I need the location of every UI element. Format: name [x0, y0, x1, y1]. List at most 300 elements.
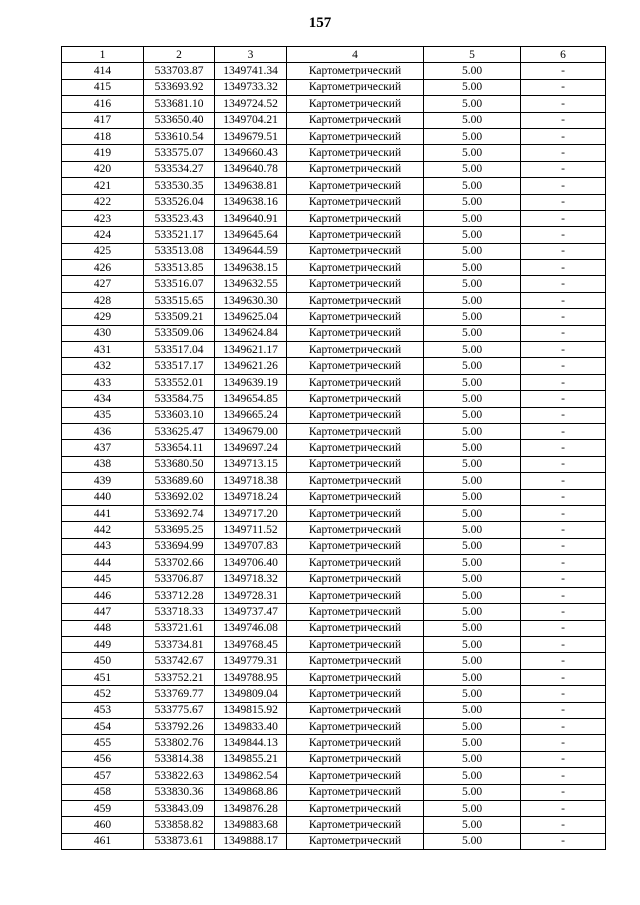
- method-cell: Картометрический: [287, 456, 424, 472]
- x-coordinate-cell: 533712.28: [144, 587, 215, 603]
- point-number-cell: 460: [62, 817, 144, 833]
- note-cell: -: [521, 243, 606, 259]
- x-coordinate-cell: 533792.26: [144, 719, 215, 735]
- point-number-cell: 415: [62, 79, 144, 95]
- y-coordinate-cell: 1349640.78: [215, 161, 287, 177]
- accuracy-cell: 5.00: [424, 210, 521, 226]
- note-cell: -: [521, 440, 606, 456]
- y-coordinate-cell: 1349746.08: [215, 620, 287, 636]
- page-number: 157: [308, 15, 332, 31]
- y-coordinate-cell: 1349644.59: [215, 243, 287, 259]
- accuracy-cell: 5.00: [424, 178, 521, 194]
- x-coordinate-cell: 533523.43: [144, 210, 215, 226]
- table-row: [62, 768, 606, 784]
- note-cell: -: [521, 505, 606, 521]
- method-cell: Картометрический: [287, 637, 424, 653]
- point-number-cell: 434: [62, 391, 144, 407]
- point-number-cell: 445: [62, 571, 144, 587]
- point-number-cell: 450: [62, 653, 144, 669]
- point-number-cell: 417: [62, 112, 144, 128]
- method-cell: Картометрический: [287, 768, 424, 784]
- y-coordinate-cell: 1349665.24: [215, 407, 287, 423]
- note-cell: -: [521, 79, 606, 95]
- y-coordinate-cell: 1349718.38: [215, 473, 287, 489]
- x-coordinate-cell: 533858.82: [144, 817, 215, 833]
- method-cell: Картометрический: [287, 358, 424, 374]
- y-coordinate-cell: 1349883.68: [215, 817, 287, 833]
- method-cell: Картометрический: [287, 161, 424, 177]
- point-number-cell: 440: [62, 489, 144, 505]
- x-coordinate-cell: 533513.08: [144, 243, 215, 259]
- y-coordinate-cell: 1349679.51: [215, 128, 287, 144]
- column-header-4: 4: [287, 47, 424, 63]
- method-cell: Картометрический: [287, 505, 424, 521]
- note-cell: -: [521, 292, 606, 308]
- method-cell: Картометрический: [287, 276, 424, 292]
- y-coordinate-cell: 1349624.84: [215, 325, 287, 341]
- point-number-cell: 446: [62, 587, 144, 603]
- point-number-cell: 428: [62, 292, 144, 308]
- method-cell: Картометрический: [287, 735, 424, 751]
- accuracy-cell: 5.00: [424, 587, 521, 603]
- y-coordinate-cell: 1349638.81: [215, 178, 287, 194]
- note-cell: -: [521, 145, 606, 161]
- point-number-cell: 423: [62, 210, 144, 226]
- table-row: [62, 735, 606, 751]
- x-coordinate-cell: 533814.38: [144, 751, 215, 767]
- method-cell: Картометрический: [287, 243, 424, 259]
- point-number-cell: 449: [62, 637, 144, 653]
- point-number-cell: 429: [62, 309, 144, 325]
- point-number-cell: 437: [62, 440, 144, 456]
- note-cell: -: [521, 407, 606, 423]
- note-cell: -: [521, 358, 606, 374]
- method-cell: Картометрический: [287, 669, 424, 685]
- accuracy-cell: 5.00: [424, 669, 521, 685]
- note-cell: -: [521, 227, 606, 243]
- accuracy-cell: 5.00: [424, 620, 521, 636]
- method-cell: Картометрический: [287, 128, 424, 144]
- point-number-cell: 426: [62, 260, 144, 276]
- accuracy-cell: 5.00: [424, 489, 521, 505]
- accuracy-cell: 5.00: [424, 194, 521, 210]
- note-cell: -: [521, 161, 606, 177]
- x-coordinate-cell: 533534.27: [144, 161, 215, 177]
- note-cell: -: [521, 423, 606, 439]
- column-header-1: 1: [62, 47, 144, 63]
- table-row: [62, 194, 606, 210]
- method-cell: Картометрический: [287, 178, 424, 194]
- note-cell: -: [521, 768, 606, 784]
- table-row: [62, 63, 606, 79]
- x-coordinate-cell: 533692.02: [144, 489, 215, 505]
- accuracy-cell: 5.00: [424, 79, 521, 95]
- point-number-cell: 453: [62, 702, 144, 718]
- table-row: [62, 227, 606, 243]
- table-row: [62, 374, 606, 390]
- method-cell: Картометрический: [287, 112, 424, 128]
- x-coordinate-cell: 533517.04: [144, 342, 215, 358]
- note-cell: -: [521, 112, 606, 128]
- y-coordinate-cell: 1349707.83: [215, 538, 287, 554]
- y-coordinate-cell: 1349630.30: [215, 292, 287, 308]
- table-row: [62, 407, 606, 423]
- y-coordinate-cell: 1349809.04: [215, 686, 287, 702]
- y-coordinate-cell: 1349733.32: [215, 79, 287, 95]
- y-coordinate-cell: 1349711.52: [215, 522, 287, 538]
- accuracy-cell: 5.00: [424, 833, 521, 849]
- point-number-cell: 418: [62, 128, 144, 144]
- column-header-5: 5: [424, 47, 521, 63]
- y-coordinate-cell: 1349632.55: [215, 276, 287, 292]
- x-coordinate-cell: 533775.67: [144, 702, 215, 718]
- note-cell: -: [521, 522, 606, 538]
- accuracy-cell: 5.00: [424, 243, 521, 259]
- accuracy-cell: 5.00: [424, 702, 521, 718]
- table-row: [62, 702, 606, 718]
- table-row: [62, 719, 606, 735]
- table-row: [62, 522, 606, 538]
- x-coordinate-cell: 533680.50: [144, 456, 215, 472]
- x-coordinate-cell: 533650.40: [144, 112, 215, 128]
- method-cell: Картометрический: [287, 604, 424, 620]
- point-number-cell: 419: [62, 145, 144, 161]
- y-coordinate-cell: 1349862.54: [215, 768, 287, 784]
- table-row: [62, 653, 606, 669]
- note-cell: -: [521, 719, 606, 735]
- accuracy-cell: 5.00: [424, 686, 521, 702]
- y-coordinate-cell: 1349855.21: [215, 751, 287, 767]
- note-cell: -: [521, 686, 606, 702]
- y-coordinate-cell: 1349718.32: [215, 571, 287, 587]
- y-coordinate-cell: 1349788.95: [215, 669, 287, 685]
- y-coordinate-cell: 1349868.86: [215, 784, 287, 800]
- accuracy-cell: 5.00: [424, 768, 521, 784]
- note-cell: -: [521, 260, 606, 276]
- method-cell: Картометрический: [287, 325, 424, 341]
- x-coordinate-cell: 533625.47: [144, 423, 215, 439]
- point-number-cell: 414: [62, 63, 144, 79]
- y-coordinate-cell: 1349660.43: [215, 145, 287, 161]
- method-cell: Картометрический: [287, 702, 424, 718]
- y-coordinate-cell: 1349888.17: [215, 833, 287, 849]
- note-cell: -: [521, 587, 606, 603]
- note-cell: -: [521, 456, 606, 472]
- method-cell: Картометрический: [287, 571, 424, 587]
- x-coordinate-cell: 533513.85: [144, 260, 215, 276]
- table-row: [62, 145, 606, 161]
- point-number-cell: 442: [62, 522, 144, 538]
- table-row: [62, 620, 606, 636]
- note-cell: -: [521, 620, 606, 636]
- note-cell: -: [521, 276, 606, 292]
- x-coordinate-cell: 533689.60: [144, 473, 215, 489]
- accuracy-cell: 5.00: [424, 735, 521, 751]
- table-row: [62, 571, 606, 587]
- table-row: [62, 800, 606, 816]
- y-coordinate-cell: 1349679.00: [215, 423, 287, 439]
- accuracy-cell: 5.00: [424, 145, 521, 161]
- method-cell: Картометрический: [287, 374, 424, 390]
- method-cell: Картометрический: [287, 751, 424, 767]
- method-cell: Картометрический: [287, 473, 424, 489]
- method-cell: Картометрический: [287, 63, 424, 79]
- method-cell: Картометрический: [287, 522, 424, 538]
- y-coordinate-cell: 1349706.40: [215, 555, 287, 571]
- x-coordinate-cell: 533509.21: [144, 309, 215, 325]
- point-number-cell: 444: [62, 555, 144, 571]
- table-row: [62, 243, 606, 259]
- method-cell: Картометрический: [287, 210, 424, 226]
- point-number-cell: 420: [62, 161, 144, 177]
- point-number-cell: 459: [62, 800, 144, 816]
- table-row: [62, 833, 606, 849]
- accuracy-cell: 5.00: [424, 128, 521, 144]
- method-cell: Картометрический: [287, 833, 424, 849]
- x-coordinate-cell: 533517.17: [144, 358, 215, 374]
- accuracy-cell: 5.00: [424, 637, 521, 653]
- point-number-cell: 448: [62, 620, 144, 636]
- point-number-cell: 427: [62, 276, 144, 292]
- table-row: [62, 686, 606, 702]
- point-number-cell: 424: [62, 227, 144, 243]
- y-coordinate-cell: 1349779.31: [215, 653, 287, 669]
- table-row: [62, 538, 606, 554]
- note-cell: -: [521, 833, 606, 849]
- table-row: [62, 161, 606, 177]
- y-coordinate-cell: 1349638.16: [215, 194, 287, 210]
- x-coordinate-cell: 533802.76: [144, 735, 215, 751]
- table-row: [62, 423, 606, 439]
- note-cell: -: [521, 374, 606, 390]
- point-number-cell: 452: [62, 686, 144, 702]
- y-coordinate-cell: 1349654.85: [215, 391, 287, 407]
- x-coordinate-cell: 533734.81: [144, 637, 215, 653]
- table-row: [62, 817, 606, 833]
- table-row: [62, 128, 606, 144]
- x-coordinate-cell: 533742.67: [144, 653, 215, 669]
- point-number-cell: 436: [62, 423, 144, 439]
- point-number-cell: 458: [62, 784, 144, 800]
- method-cell: Картометрический: [287, 440, 424, 456]
- x-coordinate-cell: 533509.06: [144, 325, 215, 341]
- method-cell: Картометрический: [287, 391, 424, 407]
- table-row: [62, 473, 606, 489]
- x-coordinate-cell: 533693.92: [144, 79, 215, 95]
- method-cell: Картометрический: [287, 309, 424, 325]
- x-coordinate-cell: 533706.87: [144, 571, 215, 587]
- accuracy-cell: 5.00: [424, 522, 521, 538]
- table-row: [62, 178, 606, 194]
- note-cell: -: [521, 817, 606, 833]
- method-cell: Картометрический: [287, 538, 424, 554]
- method-cell: Картометрический: [287, 653, 424, 669]
- method-cell: Картометрический: [287, 79, 424, 95]
- point-number-cell: 425: [62, 243, 144, 259]
- table-row: [62, 309, 606, 325]
- table-row: [62, 456, 606, 472]
- accuracy-cell: 5.00: [424, 538, 521, 554]
- point-number-cell: 422: [62, 194, 144, 210]
- accuracy-cell: 5.00: [424, 161, 521, 177]
- column-header-3: 3: [215, 47, 287, 63]
- note-cell: -: [521, 325, 606, 341]
- y-coordinate-cell: 1349625.04: [215, 309, 287, 325]
- table-row: [62, 358, 606, 374]
- table-row: [62, 210, 606, 226]
- table-row: [62, 391, 606, 407]
- x-coordinate-cell: 533843.09: [144, 800, 215, 816]
- y-coordinate-cell: 1349640.91: [215, 210, 287, 226]
- method-cell: Картометрический: [287, 784, 424, 800]
- x-coordinate-cell: 533702.66: [144, 555, 215, 571]
- note-cell: -: [521, 637, 606, 653]
- y-coordinate-cell: 1349639.19: [215, 374, 287, 390]
- accuracy-cell: 5.00: [424, 374, 521, 390]
- point-number-cell: 455: [62, 735, 144, 751]
- accuracy-cell: 5.00: [424, 407, 521, 423]
- method-cell: Картометрический: [287, 587, 424, 603]
- note-cell: -: [521, 63, 606, 79]
- note-cell: -: [521, 473, 606, 489]
- point-number-cell: 421: [62, 178, 144, 194]
- accuracy-cell: 5.00: [424, 276, 521, 292]
- note-cell: -: [521, 96, 606, 112]
- point-number-cell: 430: [62, 325, 144, 341]
- accuracy-cell: 5.00: [424, 96, 521, 112]
- x-coordinate-cell: 533692.74: [144, 505, 215, 521]
- method-cell: Картометрический: [287, 489, 424, 505]
- method-cell: Картометрический: [287, 800, 424, 816]
- table-row: [62, 784, 606, 800]
- table-row: [62, 260, 606, 276]
- accuracy-cell: 5.00: [424, 800, 521, 816]
- table-body: [62, 63, 606, 850]
- y-coordinate-cell: 1349768.45: [215, 637, 287, 653]
- x-coordinate-cell: 533721.61: [144, 620, 215, 636]
- note-cell: -: [521, 194, 606, 210]
- x-coordinate-cell: 533610.54: [144, 128, 215, 144]
- table-row: [62, 325, 606, 341]
- x-coordinate-cell: 533575.07: [144, 145, 215, 161]
- table-row: [62, 440, 606, 456]
- method-cell: Картометрический: [287, 96, 424, 112]
- x-coordinate-cell: 533530.35: [144, 178, 215, 194]
- note-cell: -: [521, 669, 606, 685]
- y-coordinate-cell: 1349876.28: [215, 800, 287, 816]
- method-cell: Картометрический: [287, 555, 424, 571]
- accuracy-cell: 5.00: [424, 227, 521, 243]
- note-cell: -: [521, 784, 606, 800]
- note-cell: -: [521, 653, 606, 669]
- table-row: [62, 292, 606, 308]
- accuracy-cell: 5.00: [424, 817, 521, 833]
- coordinates-table: [61, 46, 606, 850]
- accuracy-cell: 5.00: [424, 440, 521, 456]
- x-coordinate-cell: 533822.63: [144, 768, 215, 784]
- x-coordinate-cell: 533681.10: [144, 96, 215, 112]
- point-number-cell: 461: [62, 833, 144, 849]
- x-coordinate-cell: 533718.33: [144, 604, 215, 620]
- accuracy-cell: 5.00: [424, 719, 521, 735]
- note-cell: -: [521, 342, 606, 358]
- method-cell: Картометрический: [287, 423, 424, 439]
- table-row: [62, 637, 606, 653]
- method-cell: Картометрический: [287, 817, 424, 833]
- x-coordinate-cell: 533526.04: [144, 194, 215, 210]
- method-cell: Картометрический: [287, 260, 424, 276]
- table-row: [62, 604, 606, 620]
- x-coordinate-cell: 533603.10: [144, 407, 215, 423]
- x-coordinate-cell: 533694.99: [144, 538, 215, 554]
- point-number-cell: 451: [62, 669, 144, 685]
- accuracy-cell: 5.00: [424, 653, 521, 669]
- y-coordinate-cell: 1349621.26: [215, 358, 287, 374]
- note-cell: -: [521, 800, 606, 816]
- accuracy-cell: 5.00: [424, 309, 521, 325]
- x-coordinate-cell: 533552.01: [144, 374, 215, 390]
- table-row: [62, 342, 606, 358]
- note-cell: -: [521, 571, 606, 587]
- note-cell: -: [521, 538, 606, 554]
- table-row: [62, 555, 606, 571]
- note-cell: -: [521, 604, 606, 620]
- note-cell: -: [521, 702, 606, 718]
- y-coordinate-cell: 1349704.21: [215, 112, 287, 128]
- point-number-cell: 447: [62, 604, 144, 620]
- table-row: [62, 505, 606, 521]
- accuracy-cell: 5.00: [424, 342, 521, 358]
- point-number-cell: 454: [62, 719, 144, 735]
- y-coordinate-cell: 1349638.15: [215, 260, 287, 276]
- y-coordinate-cell: 1349815.92: [215, 702, 287, 718]
- note-cell: -: [521, 489, 606, 505]
- method-cell: Картометрический: [287, 227, 424, 243]
- accuracy-cell: 5.00: [424, 456, 521, 472]
- x-coordinate-cell: 533515.65: [144, 292, 215, 308]
- accuracy-cell: 5.00: [424, 63, 521, 79]
- point-number-cell: 457: [62, 768, 144, 784]
- note-cell: -: [521, 555, 606, 571]
- method-cell: Картометрический: [287, 407, 424, 423]
- method-cell: Картометрический: [287, 145, 424, 161]
- note-cell: -: [521, 735, 606, 751]
- point-number-cell: 416: [62, 96, 144, 112]
- point-number-cell: 435: [62, 407, 144, 423]
- x-coordinate-cell: 533584.75: [144, 391, 215, 407]
- method-cell: Картометрический: [287, 719, 424, 735]
- accuracy-cell: 5.00: [424, 784, 521, 800]
- x-coordinate-cell: 533654.11: [144, 440, 215, 456]
- table-row: [62, 276, 606, 292]
- method-cell: Картометрический: [287, 342, 424, 358]
- column-header-2: 2: [144, 47, 215, 63]
- accuracy-cell: 5.00: [424, 358, 521, 374]
- x-coordinate-cell: 533769.77: [144, 686, 215, 702]
- table-row: [62, 79, 606, 95]
- note-cell: -: [521, 210, 606, 226]
- accuracy-cell: 5.00: [424, 423, 521, 439]
- x-coordinate-cell: 533521.17: [144, 227, 215, 243]
- column-header-6: 6: [521, 47, 606, 63]
- table-row: [62, 96, 606, 112]
- accuracy-cell: 5.00: [424, 751, 521, 767]
- y-coordinate-cell: 1349645.64: [215, 227, 287, 243]
- table-row: [62, 669, 606, 685]
- point-number-cell: 439: [62, 473, 144, 489]
- y-coordinate-cell: 1349621.17: [215, 342, 287, 358]
- note-cell: -: [521, 309, 606, 325]
